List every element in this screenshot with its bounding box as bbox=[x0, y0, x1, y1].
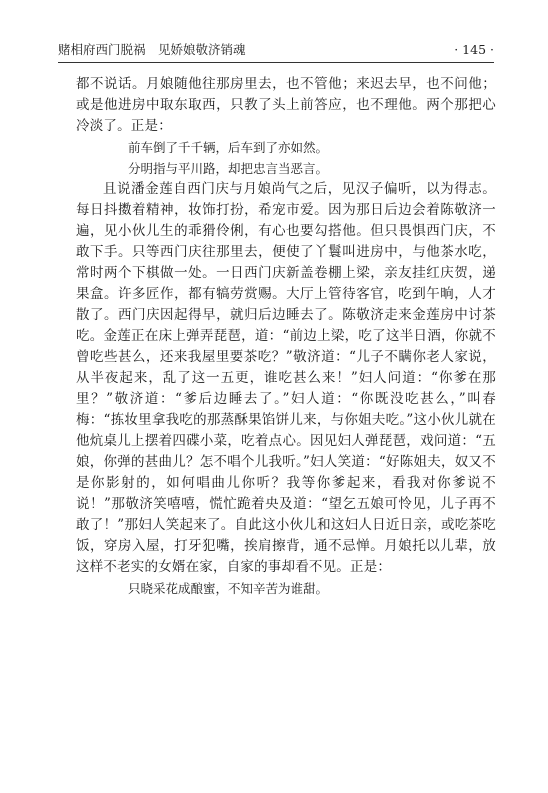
poem-1-line-2: 分明指与平川路，却把忠言当恶言。 bbox=[128, 161, 329, 176]
poem-2-line-1: 只晓采花成酿蜜，不知辛苦为谁甜。 bbox=[128, 581, 329, 596]
paragraph-2: 且说潘金莲自西门庆与月娘尚气之后，见汉子偏听，以为得志。每日抖擞着精神，妆饰打扮，希宠市爱。因为那日后边会着陈敬济一遍，见小伙儿生的乖猾伶俐，有心也要勾搭他。但只畏惧西门庆，不敢下手。只等西门庆往那里去，便使了丫鬟叫进房中，与他茶水吃，常时两个下棋做一处。一日西门庆新盖卷棚上梁，亲友挂红庆贺，递果盒。许多匠作，都有犒劳赏赐。大厅上管待客官，吃到午晌，人才散了。西门庆因起得早，就归后边睡去了。陈敬济走来金莲房中讨茶吃。金莲正在床上弹弄琵琶，道：“前边上梁，吃了这半日酒，你就不曾吃些甚么，还来我屋里要茶吃？”敬济道：“儿子不瞒你老人家说，从半夜起来，乱了这一五更，谁吃甚么来！”妇人问道：“你爹在那里？”敬济道：“爹后边睡去了。”妇人道：“你既没吃甚么，”叫春梅：“拣妆里拿我吃的那蒸酥果馅饼儿来，与你姐夫吃。”这小伙儿就在他炕桌儿上摆着四碟小菜，吃着点心。因见妇人弹琵琶，戏问道：“五娘，你弹的甚曲儿？怎不唱个儿我听。”妇人笑道：“好陈姐夫，奴又不是你影射的，如何唱曲儿你听？我等你爹起来，看我对你爹说不说！”那敬济笑嘻嘻，慌忙跪着央及道：“望乞五娘可怜见，儿子再不敢了！”那妇人笑起来了。自此这小伙儿和这妇人日近日亲，或吃茶吃饭，穿房入屋，打牙犯嘴，挨肩擦背，通不忌惮。月娘托以儿辈，放这样不老实的女婿在家，自家的事却看不见。正是： bbox=[76, 181, 496, 575]
paragraph-1: 都不说话。月娘随他往那房里去，也不管他；来迟去早，也不问他；或是他进房中取东取西，只教了头上前答应，也不理他。两个那把心冷淡了。正是： bbox=[76, 76, 496, 134]
page-body bbox=[76, 74, 496, 599]
running-header bbox=[58, 40, 494, 60]
poem-1-line-1: 前车倒了千千辆，后车到了亦如然。 bbox=[128, 140, 329, 155]
header-rule bbox=[58, 62, 494, 63]
chapter-title: 赌相府西门脱祸 见娇娘敬济销魂 bbox=[58, 42, 246, 57]
page-number: · 145 · bbox=[454, 42, 494, 57]
